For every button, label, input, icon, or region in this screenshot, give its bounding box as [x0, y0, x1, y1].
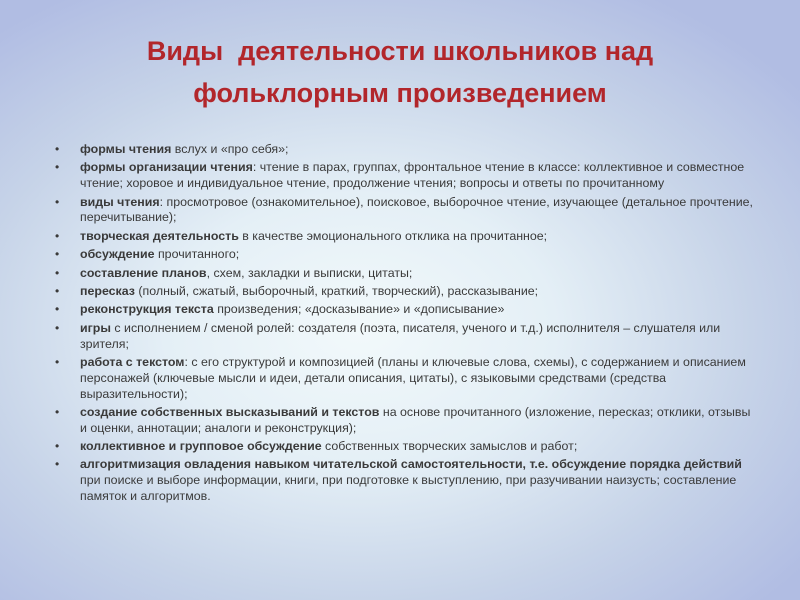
list-item-text: при поиске и выборе информации, книги, при подготовке к выступлению, при разучивании наизусть; составление памяток и алгоритмов.: [80, 473, 737, 504]
list-item-text: : чтение в парах, группах, фронтальное чтение в классе: коллективное и совместное чтение; хоровое и индивидуальное чтение, продолжение чтения; вопросы и ответы по прочитанному: [80, 160, 745, 191]
bullet-icon: •: [55, 302, 60, 317]
list-item: [55, 355, 755, 402]
bullet-icon: •: [55, 283, 60, 298]
slide-title-line-1: Виды деятельности школьников над: [146, 36, 654, 66]
list-item-text: : просмотровое (ознакомительное), поисковое, выборочное чтение, изучающее (детальное прочтение, перечитывание);: [80, 194, 753, 225]
slide-title: [40, 30, 760, 114]
bullet-list: [55, 142, 755, 507]
list-item-text: с исполнением / сменой ролей: создателя (поэта, писателя, ученого и т.д.) исполнителя – слушателя или зрителя;: [80, 320, 721, 351]
bullet-icon: •: [55, 265, 60, 280]
bullet-icon: •: [55, 439, 60, 454]
list-item-bold: алгоритмизация овладения навыком читательской самостоятельности, т.е. обсуждение порядка действий: [80, 457, 742, 472]
list-item-bold: формы чтения: [80, 142, 172, 156]
list-item: [55, 284, 755, 300]
bullet-icon: •: [55, 142, 60, 156]
list-item: [55, 302, 755, 318]
list-item-bold: обсуждение: [80, 247, 155, 262]
list-item-text: вслух и «про себя»;: [171, 142, 289, 156]
list-item-text: прочитанного;: [154, 247, 240, 262]
bullet-icon: •: [55, 457, 60, 472]
list-item: [55, 247, 755, 263]
list-item: [55, 321, 755, 353]
list-item-text: , схем, закладки и выписки, цитаты;: [206, 265, 413, 280]
list-item: [55, 142, 755, 158]
bullet-icon: •: [55, 194, 60, 209]
list-item: [55, 439, 755, 455]
bullet-icon: •: [55, 247, 60, 262]
slide-title-line-2: фольклорным произведением: [193, 78, 607, 108]
list-item-text: на основе прочитанного (изложение, пересказ; отклики, отзывы и оценки, аннотации; аналоги и реконструкция);: [80, 404, 751, 435]
list-item-bold: формы организации чтения: [80, 160, 253, 175]
list-item-text: (полный, сжатый, выборочный, краткий, творческий), рассказывание;: [134, 283, 539, 298]
list-item: [55, 457, 755, 504]
list-item-bold: работа с текстом: [80, 354, 185, 369]
bullet-icon: •: [55, 354, 60, 369]
list-item: [55, 266, 755, 282]
list-item-text: произведения; «досказывание» и «дописывание»: [213, 302, 505, 317]
bullet-icon: •: [55, 404, 60, 419]
list-item-bold: создание собственных высказываний и текстов: [80, 404, 380, 419]
list-item-bold: коллективное и групповое обсуждение: [80, 439, 322, 454]
list-item-bold: творческая деятельность: [80, 228, 239, 243]
list-item-text: собственных творческих замыслов и работ;: [321, 439, 578, 454]
list-item-bold: составление планов: [80, 265, 207, 280]
list-item-bold: игры: [80, 320, 111, 335]
bullet-icon: •: [55, 160, 60, 175]
list-item-bold: виды чтения: [80, 194, 160, 209]
list-item: [55, 195, 755, 227]
bullet-icon: •: [55, 228, 60, 243]
list-item-bold: реконструкция текста: [80, 302, 214, 317]
list-item: [55, 229, 755, 245]
bullet-icon: •: [55, 320, 60, 335]
list-item-text: в качестве эмоционального отклика на прочитанное;: [238, 228, 548, 243]
list-item-bold: пересказ: [80, 283, 135, 298]
list-item-text: : с его структурой и композицией (планы и ключевые слова, схемы), с содержанием и описанием персонажей (ключевые мысли и идеи, детали описания, цитаты), с языковыми средствами (средства выразительности);: [80, 354, 746, 401]
list-item: [55, 160, 755, 192]
list-item: [55, 405, 755, 437]
